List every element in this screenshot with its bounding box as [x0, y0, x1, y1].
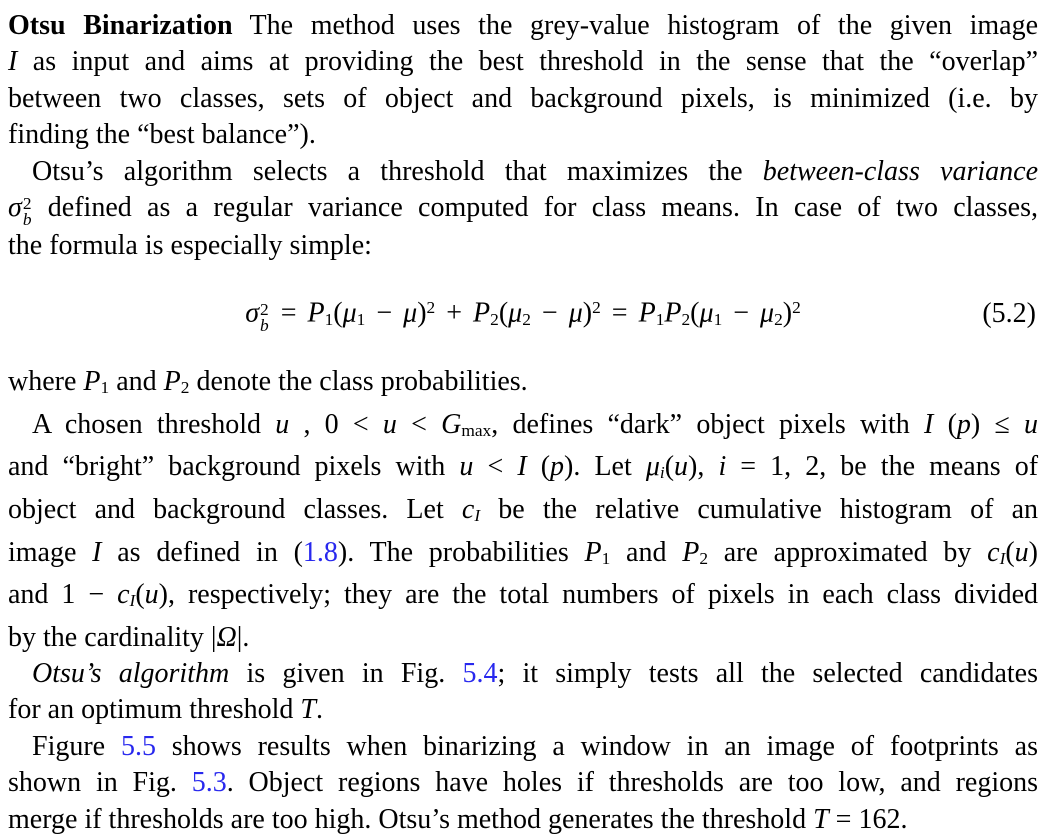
text-segment: for an optimum threshold	[8, 694, 301, 726]
text-segment: 2	[592, 298, 601, 318]
text-line	[8, 81, 1038, 117]
text-segment: The method uses the grey-value histogram of the given image	[249, 10, 1038, 41]
text-segment: =	[269, 298, 308, 330]
text-line	[8, 449, 1038, 492]
text-segment: P	[307, 298, 325, 330]
text-line	[8, 692, 1038, 728]
text-line	[8, 729, 1038, 765]
text-line	[8, 8, 1038, 44]
text-segment: P	[163, 366, 181, 398]
text-segment: G	[441, 408, 462, 440]
text-segment: I	[517, 451, 527, 483]
text-segment: defined as a regular variance computed for class means. In case of two classes,	[32, 192, 1038, 224]
superscript: 2	[260, 300, 269, 320]
text-line	[8, 492, 1038, 535]
text-segment: +	[435, 298, 474, 330]
text-segment: 2	[792, 298, 801, 318]
text-segment: and	[610, 536, 683, 568]
text-segment: ), respectively; they are the total numbers of pixels in each class divided	[158, 579, 1039, 611]
text-segment: Figure	[32, 730, 121, 762]
text-segment: merge if thresholds are too high. Otsu’s method generates the threshold	[8, 803, 814, 835]
text-segment: (	[1005, 536, 1015, 568]
text-line	[8, 364, 1038, 407]
text-segment: 1	[713, 310, 723, 330]
text-segment: 1	[324, 310, 334, 330]
text-segment: = 1, 2, be the means of	[726, 451, 1039, 483]
text-line	[8, 656, 1038, 692]
text-segment: , 0 <	[289, 408, 383, 440]
text-segment: σ	[8, 192, 22, 224]
ref-link[interactable]: 1.8	[302, 536, 338, 568]
text-segment: p	[550, 451, 565, 483]
text-segment: . Object regions have holes if thresholds are too low, and regions	[226, 767, 1038, 799]
text-line	[8, 577, 1038, 620]
text-segment: A chosen threshold	[32, 408, 276, 440]
text-segment: c	[117, 579, 130, 611]
text-segment: |.	[236, 621, 250, 653]
text-line	[8, 154, 1038, 190]
text-segment: )	[1028, 536, 1038, 568]
text-segment: μ	[645, 451, 660, 483]
text-segment: and “bright” background pixels with	[8, 451, 460, 483]
text-segment: 1	[601, 548, 611, 568]
text-segment: P	[473, 298, 491, 330]
text-segment: ). Let	[564, 451, 646, 483]
text-segment: ) ≤	[970, 408, 1025, 440]
text-segment: μ	[403, 298, 418, 330]
equation-body	[245, 290, 801, 338]
text-segment: shows results when binarizing a window in an image of footprints as	[155, 730, 1038, 762]
text-segment: μ	[508, 298, 523, 330]
text-line	[8, 620, 1038, 656]
text-segment: P	[664, 298, 682, 330]
text-segment: 2	[699, 548, 708, 568]
text-segment: P	[638, 298, 656, 330]
text-segment: between two classes, sets of object and background pixels, is minimized (i.e. by	[8, 82, 1038, 114]
text-segment: shown in Fig.	[8, 767, 192, 799]
text-segment: I	[92, 536, 102, 568]
text-segment: <	[473, 451, 518, 483]
text-segment: image	[8, 536, 93, 568]
text-segment: the formula is especially simple:	[8, 230, 372, 262]
text-segment: (	[690, 298, 700, 330]
text-segment: <	[396, 408, 442, 440]
text-segment: σ	[245, 298, 259, 330]
text-segment: ). The probabilities	[337, 536, 585, 568]
text-segment: μ	[699, 298, 714, 330]
text-segment: u	[275, 408, 290, 440]
text-segment: c	[461, 493, 475, 525]
text-segment: I	[129, 591, 136, 611]
text-segment: i	[659, 463, 665, 483]
text-segment: Otsu’s algorithm selects a threshold that maximizes the	[32, 155, 763, 187]
text-segment: u	[1014, 536, 1029, 568]
paragraphs-top	[8, 8, 1038, 264]
text-segment: 2	[180, 378, 190, 398]
text-segment: )	[417, 298, 427, 330]
text-line	[8, 190, 1038, 228]
text-line	[8, 765, 1038, 801]
text-segment: u	[674, 451, 689, 483]
text-segment: I	[999, 548, 1006, 568]
text-segment: = 162.	[828, 803, 908, 835]
superscript: 2	[22, 194, 32, 214]
text-segment: Ω	[216, 621, 237, 653]
text-segment: 2	[522, 310, 531, 330]
text-segment: T	[813, 803, 829, 835]
text-segment: (	[135, 579, 145, 611]
text-segment: 2	[681, 310, 691, 330]
text-segment: are approximated by	[708, 536, 988, 568]
text-segment: finding the “best balance”).	[8, 119, 316, 151]
text-segment: u	[144, 579, 159, 611]
equation-number: (5.2)	[982, 298, 1036, 330]
text-segment: I	[8, 46, 18, 78]
text-segment: P	[584, 536, 602, 568]
text-segment: μ	[760, 298, 775, 330]
text-segment: )	[782, 298, 793, 330]
text-segment: denote the class probabilities.	[189, 366, 528, 398]
text-segment: as defined in (	[101, 536, 303, 568]
text-segment: .	[315, 694, 323, 726]
text-segment: is given in Fig.	[229, 657, 463, 689]
ref-link[interactable]: 5.3	[191, 767, 227, 799]
equation-row	[8, 264, 1038, 364]
text-line	[8, 228, 1038, 264]
text-segment: I	[924, 408, 934, 440]
text-segment: ; it simply tests all the selected candidates	[497, 657, 1038, 689]
text-segment: and 1 −	[8, 579, 118, 611]
ref-link[interactable]: 5.4	[462, 657, 498, 689]
text-segment: as input and aims at providing the best threshold in the sense that the “overlap”	[17, 46, 1038, 78]
text-segment: u	[1024, 408, 1039, 440]
text-segment: (	[333, 298, 343, 330]
text-segment: where	[8, 366, 84, 398]
text-segment: and	[109, 366, 164, 398]
text-segment: Otsu’s algorithm	[32, 657, 230, 689]
text-segment: 2	[490, 310, 499, 330]
text-segment: 2	[426, 298, 436, 318]
text-segment: I	[474, 506, 481, 526]
text-segment: be the relative cumulative histogram of an	[480, 493, 1038, 525]
text-segment: 1	[356, 310, 366, 330]
text-segment: , defines “dark” object pixels with	[491, 408, 925, 440]
text-line	[8, 407, 1038, 450]
text-segment: by the cardinality |	[8, 621, 217, 653]
text-segment: −	[365, 298, 404, 330]
stacked-sup-sub	[23, 196, 32, 228]
text-segment: (	[664, 451, 675, 483]
subscript: b	[22, 210, 32, 230]
text-segment: (	[933, 408, 957, 440]
text-segment: max	[461, 421, 492, 441]
text-segment: u	[459, 451, 474, 483]
heading-text: Otsu Binarization	[8, 10, 233, 41]
text-segment: P	[682, 536, 700, 568]
text-segment: between-class variance	[762, 155, 1038, 187]
subscript: b	[260, 316, 269, 336]
text-line	[8, 535, 1038, 578]
text-segment: −	[530, 298, 569, 330]
text-segment: p	[956, 408, 971, 440]
text-segment: ),	[688, 451, 719, 483]
text-segment: 1	[655, 310, 665, 330]
text-segment: (	[498, 298, 509, 330]
paragraphs-bottom	[8, 364, 1038, 838]
text-segment: object and background classes. Let	[8, 493, 462, 525]
text-segment: 1	[100, 378, 110, 398]
ref-link[interactable]: 5.5	[120, 730, 156, 762]
text-segment: μ	[568, 298, 583, 330]
text-segment: )	[582, 298, 593, 330]
text-segment: =	[600, 298, 639, 330]
text-segment: i	[718, 451, 727, 483]
text-segment: c	[987, 536, 1000, 568]
text-line	[8, 44, 1038, 80]
text-segment: 2	[774, 310, 783, 330]
text-segment: (	[526, 451, 551, 483]
text-segment: P	[83, 366, 101, 398]
text-segment: T	[300, 694, 316, 726]
text-segment: μ	[342, 298, 357, 330]
text-line	[8, 117, 1038, 153]
text-line	[8, 802, 1038, 838]
text-segment: −	[722, 298, 761, 330]
text-segment: u	[382, 408, 397, 440]
stacked-sup-sub	[260, 302, 269, 334]
